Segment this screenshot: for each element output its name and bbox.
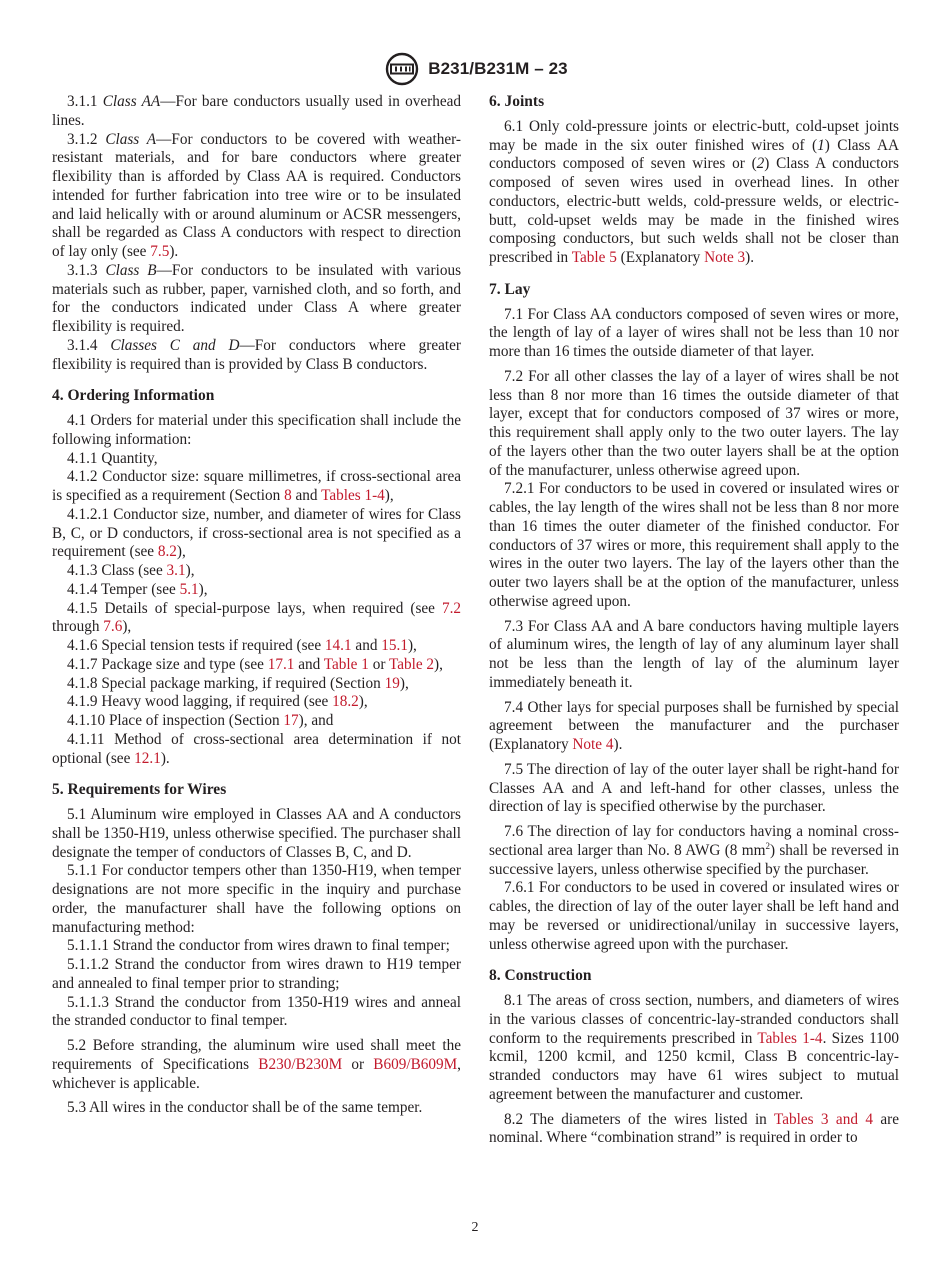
paragraph-4-1-9: 4.1.9 Heavy wood lagging, if required (see 18.2), [67, 693, 368, 711]
ref-table-1[interactable]: Table 1 [323, 655, 369, 673]
ref-tables-1-4-b[interactable]: Tables 1-4 [757, 1029, 823, 1047]
paragraph-7-4: 7.4 Other lays for special purposes shall be furnished by special agreement between the manufacturer and the purchaser (Explanatory Note 4). [489, 698, 899, 753]
section-4-heading: 4. Ordering Information [52, 387, 215, 405]
section-7-heading: 7. Lay [489, 280, 531, 298]
paragraph-7-3: 7.3 For Class AA and A bare conductors having multiple layers of aluminum wires, the length of lay of any aluminum layer shall not be less than the length of lay of the aluminum layer immediately beneath it. [489, 617, 899, 691]
ref-note-3[interactable]: Note 3 [704, 249, 746, 266]
document-designation: B231/B231M – 23 [428, 59, 568, 78]
paragraph-7-1: 7.1 For Class AA conductors composed of seven wires or more, the length of lay of a layer of wires shall not be less than 10 nor more than 16 times the outside diameter of that layer. [489, 305, 899, 360]
paragraph-7-6: 7.6 The direction of lay for conductors having a nominal cross-sectional area larger than No. 8 AWG (8 $mm^2$) shall be reversed in successive layers, unless otherwise specified by the purchaser. [489, 823, 899, 878]
paragraph-4-1-7: 4.1.7 Package size and type (see 17.1 and Table 1 or Table 2), [67, 655, 443, 673]
paragraph-5-1-1-3: 5.1.1.3 Strand the conductor from 1350-H19 wires and anneal the stranded conductor to final temper. [52, 993, 461, 1030]
paragraph-5-1-1-2: 5.1.1.2 Strand the conductor from wires drawn to H19 temper and annealed to final temper prior to stranding; [52, 956, 461, 992]
ref-5-1[interactable]: 5.1 [179, 580, 199, 598]
ref-17-1[interactable]: 17.1 [267, 655, 295, 673]
paragraph-5-1-1: 5.1.1 For conductor tempers other than 1350-H19, when temper designations are not more specific in the inquiry and purchase order, the manufacturer shall have the following options on manufacturing method: [52, 862, 461, 936]
ref-b230[interactable]: B230/B230M [258, 1055, 343, 1073]
ref-7-2[interactable]: 7.2 [441, 599, 461, 617]
paragraph-4-1-8: 4.1.8 Special package marking, if required (Section 19), [67, 674, 409, 692]
paragraph-7-6-1: 7.6.1 For conductors to be used in covered or insulated wires or cables, the direction of lay of the outer layer shall be left hand and may be reversed or unidirectional/unilay in successive layers, unless otherwise agreed upon with the purchaser. [489, 879, 899, 953]
paragraph-4-1: 4.1 Orders for material under this specification shall include the following information: [52, 412, 461, 448]
paragraph-5-3: 5.3 All wires in the conductor shall be of the same temper. [67, 1099, 423, 1117]
paragraph-7-2-1: 7.2.1 For conductors to be used in covered or insulated wires or cables, the lay length of the wires shall not be less than 8 nor more than 16 times the outer diameter of the finished conductor. For conductors of 37 wires or more, this requirement shall apply to the wires in the outer two layers. The lay of the layers other than the outer two layers shall be at the option of the manufacturer, unless otherwise agreed upon. [489, 480, 899, 610]
paragraph-6-1: 6.1 Only cold-pressure joints or electric-butt, cold-upset joints may be made in the six outer finished wires of (1) Class AA conductors composed of seven wires or (2) Class A conductors composed of seven wires used in overhead lines. In other conductors, electric-butt welds, cold-pressure welds, or electric-butt, cold-upset welds may be made in the finished wires composing conductors, but such welds shall not be closer than prescribed in Table 5 (Explanatory Note 3). [489, 117, 899, 266]
paragraph-3-1-3: 3.1.3 Class B—For conductors to be insulated with various materials such as rubber, paper, varnished cloth, and so forth, and for the conductors indicated under Class A where greater flexibility is required. [52, 261, 461, 335]
paragraph-5-2: 5.2 Before stranding, the aluminum wire used shall meet the requirements of Specifications B230/B230M or B609/B609M, whichever is applicable. [52, 1037, 461, 1092]
paragraph-3-1-4: 3.1.4 Classes C and D—For conductors where greater flexibility is required than is provided by Class B conductors. [52, 336, 461, 373]
paragraph-4-1-2: 4.1.2 Conductor size: square millimetres, if cross-sectional area is specified as a requirement (Section 8 and Tables 1-4), [52, 468, 461, 504]
ref-table-2[interactable]: Table 2 [388, 655, 435, 673]
section-8-heading: 8. Construction [489, 967, 592, 985]
ref-7-5[interactable]: 7.5 [150, 243, 170, 260]
section-5-heading: 5. Requirements for Wires [52, 781, 227, 799]
paragraph-4-1-6: 4.1.6 Special tension tests if required (see 14.1 and 15.1), [67, 637, 417, 654]
paragraph-4-1-3: 4.1.3 Class (see 3.1), [67, 562, 195, 579]
ref-8-2[interactable]: 8.2 [157, 543, 177, 561]
ref-18-2[interactable]: 18.2 [332, 693, 359, 711]
paragraph-3-1-1: 3.1.1 Class AA—For bare conductors usually used in overhead lines. [52, 93, 462, 129]
ref-7-6[interactable]: 7.6 [103, 618, 123, 636]
ref-section-19[interactable]: 19 [384, 674, 400, 692]
right-column [489, 93, 899, 1148]
paragraph-4-1-1: 4.1.1 Quantity, [67, 449, 158, 467]
left-column [52, 93, 461, 1118]
paragraph-4-1-10: 4.1.10 Place of inspection (Section 17), and [67, 712, 334, 729]
paragraph-7-2: 7.2 For all other classes the lay of a layer of wires shall be not less than 8 nor more than 16 times the outside diameter of that layer, except that for conductors composed of 37 wires or more, this requirement shall apply only to the two outer layers. The lay of the layers other than the two outer layers shall be at the option of the manufacturer, unless otherwise agreed upon. [489, 367, 899, 479]
paragraph-5-1: 5.1 Aluminum wire employed in Classes AA and A conductors shall be 1350-H19, unless otherwise specified. The purchaser shall designate the temper of conductors of Classes B, C, and D. [52, 806, 461, 861]
page-header [0, 52, 950, 86]
section-6-heading: 6. Joints [489, 93, 545, 110]
paragraph-4-1-2-1: 4.1.2.1 Conductor size, number, and diameter of wires for Class B, C, or D conductors, if cross-sectional area is not specified as a requirement (see 8.2), [52, 505, 461, 561]
paragraph-8-1: 8.1 The areas of cross section, numbers, and diameters of wires in the various classes of concentric-lay-stranded conductors shall conform to the requirements prescribed in Tables 1-4. Sizes 1100 kcmil, 1200 kcmil, and 1250 kcmil, Class B concentric-lay-stranded conductors may have 61 wires subject to mutual agreement between the manufacturer and customer. [489, 992, 900, 1103]
paragraph-8-2: 8.2 The diameters of the wires listed in Tables 3 and 4 are nominal. Where “combination strand” is required in order to [489, 1110, 899, 1147]
ref-table-5[interactable]: Table 5 [571, 249, 617, 266]
paragraph-7-5: 7.5 The direction of lay of the outer layer shall be right-hand for Classes AA and A and left-hand for other classes, unless the direction of lay is specified otherwise by the purchaser. [489, 760, 899, 816]
paragraph-5-1-1-1: 5.1.1.1 Strand the conductor from wires drawn to final temper; [67, 937, 450, 955]
paragraph-4-1-5: 4.1.5 Details of special-purpose lays, when required (see 7.2 through 7.6), [52, 599, 461, 636]
ref-tables-3-and-4[interactable]: Tables 3 and 4 [773, 1110, 873, 1128]
paragraph-4-1-4: 4.1.4 Temper (see 5.1), [67, 580, 208, 598]
ref-15-1[interactable]: 15.1 [381, 637, 408, 654]
ref-14-1[interactable]: 14.1 [324, 637, 352, 654]
paragraph-3-1-2: 3.1.2 Class A—For conductors to be covered with weather-resistant materials, and for bare conductors where greater flexibility than is afforded by Class AA is required. Conductors intended for further fabrication into tree wire or to be insulated and laid helically with or around aluminum or ACSR messengers, shall be regarded as Class A conductors with respect to direction of lay only (see 7.5). [52, 130, 461, 260]
astm-logo-icon [382, 52, 422, 86]
ref-12-1[interactable]: 12.1 [134, 749, 161, 767]
ref-b609[interactable]: B609/B609M [373, 1055, 458, 1073]
ref-section-8[interactable]: 8 [284, 487, 292, 504]
paragraph-4-1-11: 4.1.11 Method of cross-sectional area determination if not optional (see 12.1). [52, 730, 461, 767]
ref-3-1[interactable]: 3.1 [166, 562, 186, 579]
page-number: 2 [471, 1220, 479, 1235]
ref-section-17[interactable]: 17 [283, 712, 299, 729]
ref-note-4[interactable]: Note 4 [572, 736, 614, 753]
ref-tables-1-4[interactable]: Tables 1-4 [321, 487, 385, 504]
